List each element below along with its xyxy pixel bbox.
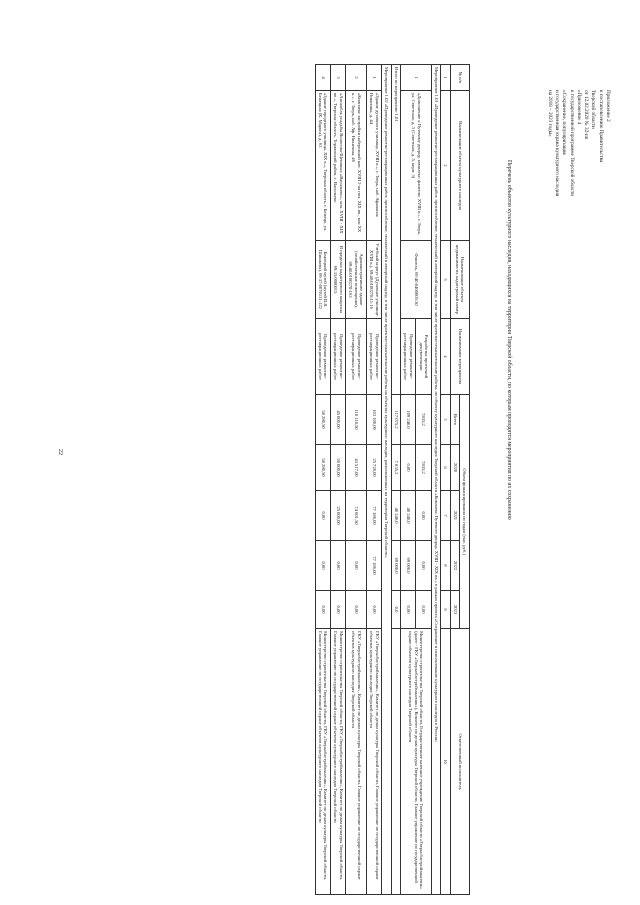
heritage-object-name: «Ансамбль усадьбы Волосова-Щепиных «Васильево», кон. XVIII - XIX вв.», Тверская область, Торжокский район, с. Васильево [330,91,345,241]
funding-2020: 0,00 [401,445,416,491]
subtotal-empty [391,629,401,895]
appendix-line: и государственная охрана культурного наследия [553,90,560,197]
property-name: Флигель, 69:40:0400005:30 [401,241,431,319]
event-name: Проведение ремонтно-реставрационных работ [401,319,416,395]
heritage-object-name: «Дополнение к Путевому дворцу, комплекс: флигели, XVIII в.», г. Тверь, ул. Советская, д. 3 (Советская, д. 5, корп. 3) [401,91,431,241]
header-responsible: Ответственный исполнитель [450,629,469,895]
funding-2022: 0,00 [416,541,431,591]
funding-2022: 0,00 [346,541,367,591]
event-name: Проведение ремонтно-реставрационных работ [366,319,381,395]
funding-2022: 0,00 [330,541,345,591]
table-row [346,65,367,895]
document-title: Перечень объектов культурного наследия, находящихся на территории Тверской области, по которым проводятся мероприятия по их сохранению [506,160,512,520]
subtotal-2020: 7 835,2 [391,445,401,491]
page-number: 22 [57,449,63,455]
funding-2021: 0,00 [315,491,330,541]
header-2021: 2021 [450,491,460,541]
table-row [330,65,345,895]
property-name: В пределах кадастрового квартала 69:33:0000015 [330,241,345,319]
funding-2021: 40 240,0 [401,491,416,541]
responsible-executor: Министерство строительства Тверской области, Государственное казенное учреждение Тверской области «Тверьоблстройзаказчик» (далее - ГКУ «Тверьоблстройзаказчик»), Комитет по делам культуры Тверской области, Главное управление по государственной охране объектов культурного наследия Тверской области [401,629,431,895]
appendix-line: на 2018 – 2023 годы» [546,90,553,137]
objects-table [315,64,470,895]
column-number: 4 [441,319,451,395]
heritage-object-name: «Комплекс застройки набережной нач. XVIII 2-ая пол. XIX вв., кон XX в.», г. Тверь, наб. Аф. Никитина, 46 [346,91,367,241]
column-number: 7 [441,491,451,541]
appendix-line: от 12.02.2020 № 32-пп [583,90,590,140]
event-name: Проведение ремонтно-реставрационных работ [330,319,345,395]
responsible-executor: Министерство строительства Тверской области, ГКУ «Тверьоблстройзаказчик», Комитет по делам культуры Тверской области, Главное управление по государственной охране объектов культурного наследия Тверской области [315,629,330,895]
row-num: 4 [315,65,330,91]
funding-2023: 0,00 [401,591,416,629]
header-name: Наименование объекта культурного наследия [450,91,469,241]
funding-total: 7835,2 [416,395,431,445]
row-num: 1 [366,65,381,91]
column-number: 8 [441,541,451,591]
event-name: Проведение ремонтно-реставрационных работ [346,319,367,395]
funding-total: 103 100,00 [366,395,381,445]
funding-2021: 77 186,00 [366,491,381,541]
column-number: 5 [441,395,451,445]
property-name: Бежецкий музей (музей В.Я. Шишкова), 69:37:0070131:122 [315,241,330,319]
funding-2021: 74 601,50 [346,491,367,541]
appendix-line: Приложение 2 [605,90,611,122]
header-2022: 2022 [450,541,460,591]
funding-2020: 58 280,50 [315,445,330,491]
funding-2023: 0,00 [366,591,381,629]
funding-2021: 25 000,00 [330,491,345,541]
event-name: Разработка проектной документации [416,319,431,395]
funding-2022: 69 000,0 [401,541,416,591]
header-event: Наименование мероприятия [450,319,469,395]
responsible-executor: ГКУ «Тверьоблстройзаказчик», Комитет по делам культуры Тверской области, Главное управление по государственной охране объектов культурного наследия Тверской области [366,629,381,895]
appendix-line: к государственной программе Тверской области [568,90,575,197]
funding-2020: 7835,2 [416,445,431,491]
subtotal-label: Итого по мероприятию 1.01 [391,65,401,395]
header-2023: 2023 [450,591,460,629]
header-funding: Объем финансирования по годам (тыс. руб.) [460,395,470,629]
row-num: 2 [346,65,367,91]
funding-2023: 0,00 [346,591,367,629]
funding-2023: 0,00 [416,591,431,629]
header-total: Всего [450,395,460,445]
heritage-object-name: «Здание духовного училища, XVIII в.», г. Тверь, наб. Афанасия Никитина, д. 44 [366,91,381,241]
funding-total: 58 280,50 [315,395,330,445]
row-num: 3 [330,65,345,91]
funding-2021: 0,00 [416,491,431,541]
appendix-line: «Приложение 4 [575,90,582,125]
column-number: 3 [441,241,451,319]
property-name: Административное здание (хозяйственные помещения), 69:40:0100278:163 [346,241,367,319]
event-name: Проведение ремонтно-реставрационных работ [315,319,330,395]
responsible-executor: ГКУ «Тверьоблстройзаказчик», Комитет по делам культуры Тверской области, Главное управление по государственной охране объектов культурного наследия Тверской области [346,629,367,895]
column-number: 6 [441,445,451,491]
subtotal-2023: 0,0 [391,591,401,629]
event-heading: Мероприятие 1.02 «Проведение ремонтно-реставрационных работ, приспособление, технический и авторский надзор, в том числе проектно-изыскательские работы на объектах культурного наследия, расположенных на территории Тверской области» [382,65,392,895]
funding-2022: 77 186,00 [366,541,381,591]
header-num: № п/п [450,65,469,91]
responsible-executor: Министерство строительства Тверской области, ГКУ «Тверьоблстройзаказчик», Комитет по делам культуры Тверской области, Главное управление по государственной охране объектов культурного наследия Тверской области [330,629,345,895]
appendix-line: Тверской области [590,90,597,129]
column-number: 9 [441,591,451,629]
heritage-object-name: «Здание городского училища, XIX в.», Тверская область, г. Бежецк, ул. Бежецкая (К. Маркса), д. 63 [315,91,330,241]
table-row [315,65,330,895]
funding-2022: 0,00 [315,541,330,591]
header-object: Наименование объекта недвижимости, кадастровый номер [450,241,469,319]
appendix-line: к постановлению Правительства [597,90,604,163]
event-heading: Мероприятие 1.01 «Проведение ремонтно-реставрационных работ, приспособление, технический и авторский надзор, в том числе проектно-изыскательские работы, по объекту культурного наследия Тверской области «Комплекс Путевого дворца, XVIII - XIX вв.» в рамках проекта «Сохранение и использование культурного наследия в России» [431,65,441,895]
subtotal-2021: 40 240,0 [391,491,401,541]
header-2020: 2020 [450,445,460,491]
row-num: 1 [401,65,431,91]
funding-2023: 0,00 [315,591,330,629]
funding-total: 109 240,0 [401,395,416,445]
table-row [366,65,381,895]
column-number: 1 [441,65,451,91]
property-name: Учебный корпус (Духовное училище XVIII в.), 69:40:0100278:11:16 [366,241,381,319]
funding-2020: 43 517,00 [346,445,367,491]
appendix-block [545,90,611,300]
subtotal-2022: 69 000,0 [391,541,401,591]
funding-2020: 25 728,00 [366,445,381,491]
column-number: 2 [441,91,451,241]
funding-2023: 0,00 [330,591,345,629]
funding-total: 45 000,00 [330,395,345,445]
funding-total: 118 118,50 [346,395,367,445]
subtotal-total: 117 075,2 [391,395,401,445]
appendix-line: «Сохранение, популяризация [561,90,568,155]
funding-2020: 20 000,00 [330,445,345,491]
column-number: 10 [441,629,451,895]
